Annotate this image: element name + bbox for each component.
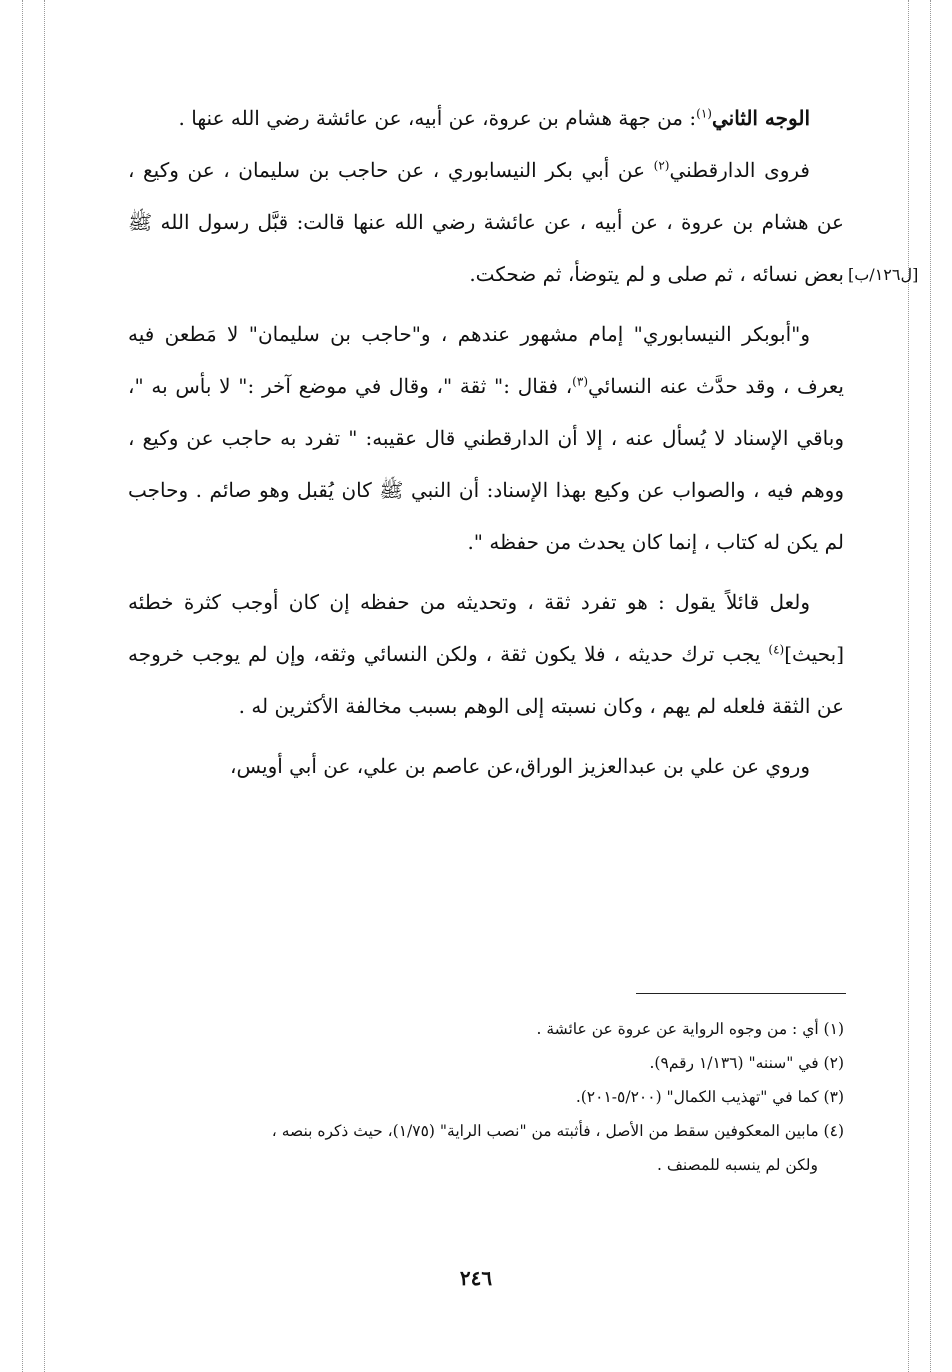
paragraph-2-text-a: فروى الدارقطني (669, 158, 810, 182)
paragraph-3-text-a: و"أبوبكر النيسابوري" إمام مشهور عندهم ، و"حاجب بن سليمان" لا مَطعن فيه يعرف ، وقد حدَّث عنه النسائي (128, 322, 844, 398)
footnote-1: (١) أي : من وجوه الرواية عن عروة عن عائشة . (536, 1020, 844, 1038)
footnote-ref-1: (١) (696, 106, 712, 121)
footnote-ref-2: (٢) (653, 158, 670, 173)
paragraph-1-text: : من جهة هشام بن عروة، عن أبيه، عن عائشة رضي الله عنها . (178, 106, 697, 130)
paragraph-1 (128, 92, 844, 144)
main-text (128, 92, 844, 792)
binding-dots-right (908, 0, 909, 1372)
footnotes (128, 1012, 844, 1182)
footnote-3: (٣) كما في "تهذيب الكمال" (٥/٢٠٠-٢٠١). (575, 1088, 844, 1106)
footnote-ref-3: (٣) (572, 374, 588, 389)
paragraph-3-text-b: ، فقال :" ثقة "، وقال في موضع آخر :" لا بأس به "، وباقي الإسناد لا يُسأل عنه ، إلا أن الدارقطني قال عقيبه: " تفرد به حاجب عن وكيع ، ووهم فيه ، والصواب عن وكيع بهذا الإسناد: أن النبي ﷺ كان يُقبل وهو صائم . وحاجب لم يكن له كتاب ، إنما كان يحدث من حفظه ". (128, 374, 844, 554)
paragraph-2-text-b: عن أبي بكر النيسابوري ، عن حاجب بن سليمان ، عن وكيع ، عن هشام بن عروة ، عن أبيه ، عن عائشة رضي الله عنها قالت: قبَّل رسول الله ﷺ بعض نسائه ، ثم صلى و لم يتوضأ، ثم ضحكت. (128, 158, 844, 286)
paragraph-4-text-a: ولعل قائلاً يقول : هو تفرد ثقة ، وتحديثه من حفظه إن كان أوجب كثرة خطئه [بحيث] (128, 590, 844, 666)
paragraph-2 (128, 144, 844, 300)
footnote-ref-4: (٤) (768, 642, 785, 657)
paragraph-3 (128, 308, 844, 568)
binding-dots-left-inner (44, 0, 45, 1372)
section-heading: الوجه الثاني (711, 106, 810, 130)
binding-dots-right-outer (930, 0, 931, 1372)
footnote-2: (٢) في "سننه" (١/١٣٦ رقم٩). (649, 1054, 844, 1072)
paragraph-5: وروي عن علي بن عبدالعزيز الوراق،عن عاصم بن علي، عن أبي أويس، (230, 754, 810, 778)
footnote-4: (٤) مابين المعكوفين سقط من الأصل ، فأثبته من "نصب الراية" (١/٧٥)، حيث ذكره بنصه ، (271, 1122, 844, 1140)
paragraph-4-text-b: يجب ترك حديثه ، فلا يكون ثقة ، ولكن النسائي وثقه، وإن لم يوجب خروجه عن الثقة فلعله لم يهم ، وكان نسبته إلى الوهم بسبب مخالفة الأكثرين له . (128, 642, 844, 718)
paragraph-4 (128, 576, 844, 732)
footnote-separator (636, 993, 846, 994)
page-number: ٢٤٦ (459, 1266, 493, 1290)
footnote-4-continued: ولكن لم ينسبه للمصنف . (656, 1156, 818, 1174)
binding-dots-left (22, 0, 23, 1372)
manuscript-folio-note: [ل١٢٦/ب] (848, 265, 919, 284)
